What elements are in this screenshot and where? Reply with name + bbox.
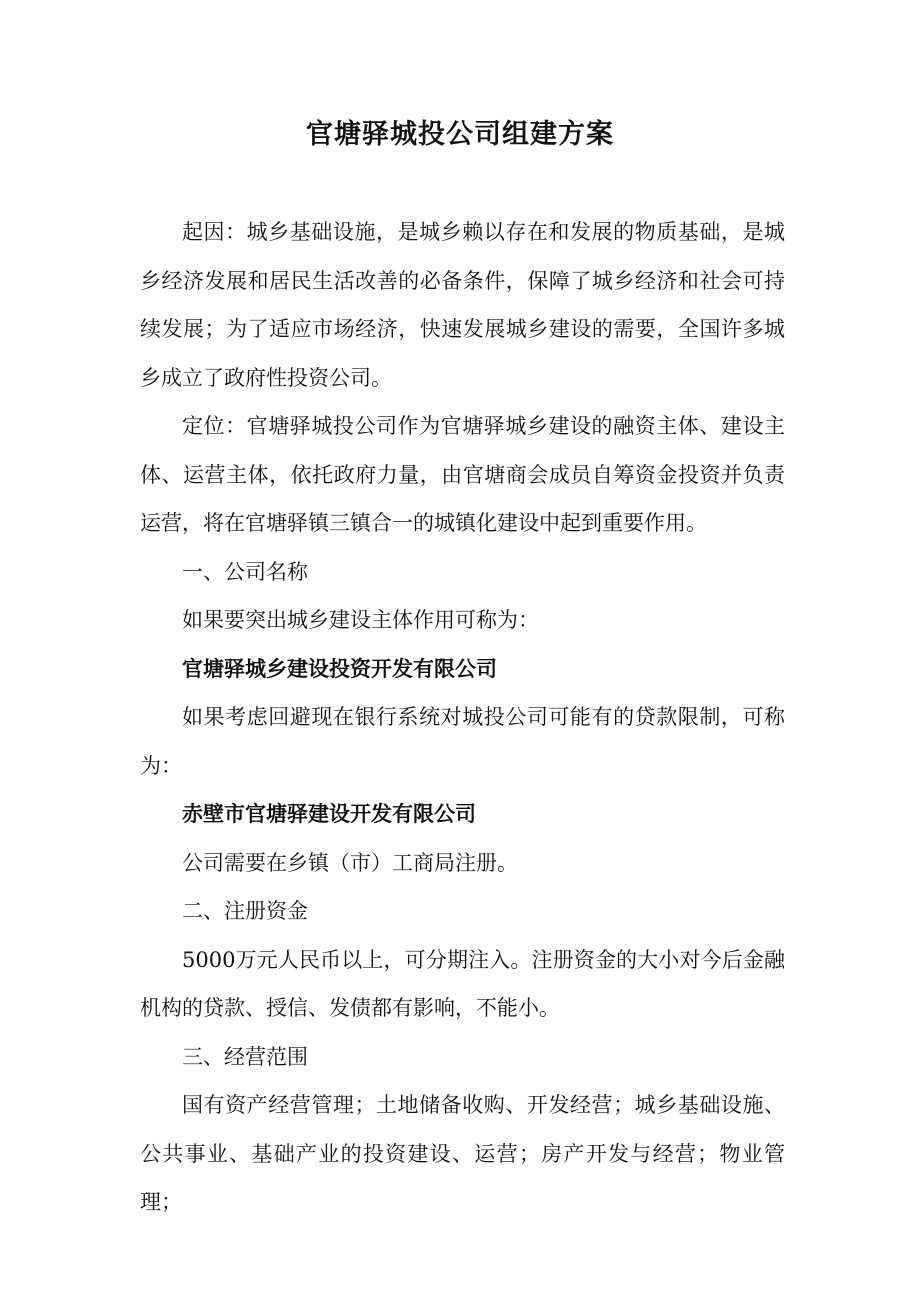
document-body xyxy=(140,208,785,1227)
company-name-option-2: 赤壁市官塘驿建设开发有限公司 xyxy=(182,802,476,826)
paragraph-business-scope: 国有资产经营管理；土地储备收购、开发经营；城乡基础设施、公共事业、基础产业的投资建设、运营；房产开发与经营；物业管理； xyxy=(140,1093,785,1214)
paragraph-registered-capital: 5000万元人民币以上，可分期注入。注册资金的大小对今后金融机构的贷款、授信、发债都有影响，不能小。 xyxy=(140,947,785,1020)
company-name-option-1: 官塘驿城乡建设投资开发有限公司 xyxy=(182,656,497,681)
section-heading-registered-capital: 二、注册资金 xyxy=(182,899,308,923)
document-title: 官塘驿城投公司组建方案 xyxy=(306,119,614,150)
section-heading-company-name: 一、公司名称 xyxy=(182,559,308,584)
paragraph-name-option-2-intro: 如果考虑回避现在银行系统对城投公司可能有的贷款限制，可称为： xyxy=(140,705,785,778)
paragraph-cause: 起因：城乡基础设施，是城乡赖以存在和发展的物质基础，是城乡经济发展和居民生活改善的必备条件，保障了城乡经济和社会可持续发展；为了适应市场经济，快速发展城乡建设的需要，全国许多城乡成立了政府性投资公司。 xyxy=(140,220,785,390)
paragraph-registration: 公司需要在乡镇（市）工商局注册。 xyxy=(182,850,518,875)
paragraph-positioning: 定位：官塘驿城投公司作为官塘驿城乡建设的融资主体、建设主体、运营主体，依托政府力量，由官塘商会成员自筹资金投资并负责运营，将在官塘驿镇三镇合一的城镇化建设中起到重要作用。 xyxy=(140,414,785,535)
section-heading-business-scope: 三、经营范围 xyxy=(182,1044,308,1069)
paragraph-name-option-1-intro: 如果要突出城乡建设主体作用可称为： xyxy=(182,608,539,632)
